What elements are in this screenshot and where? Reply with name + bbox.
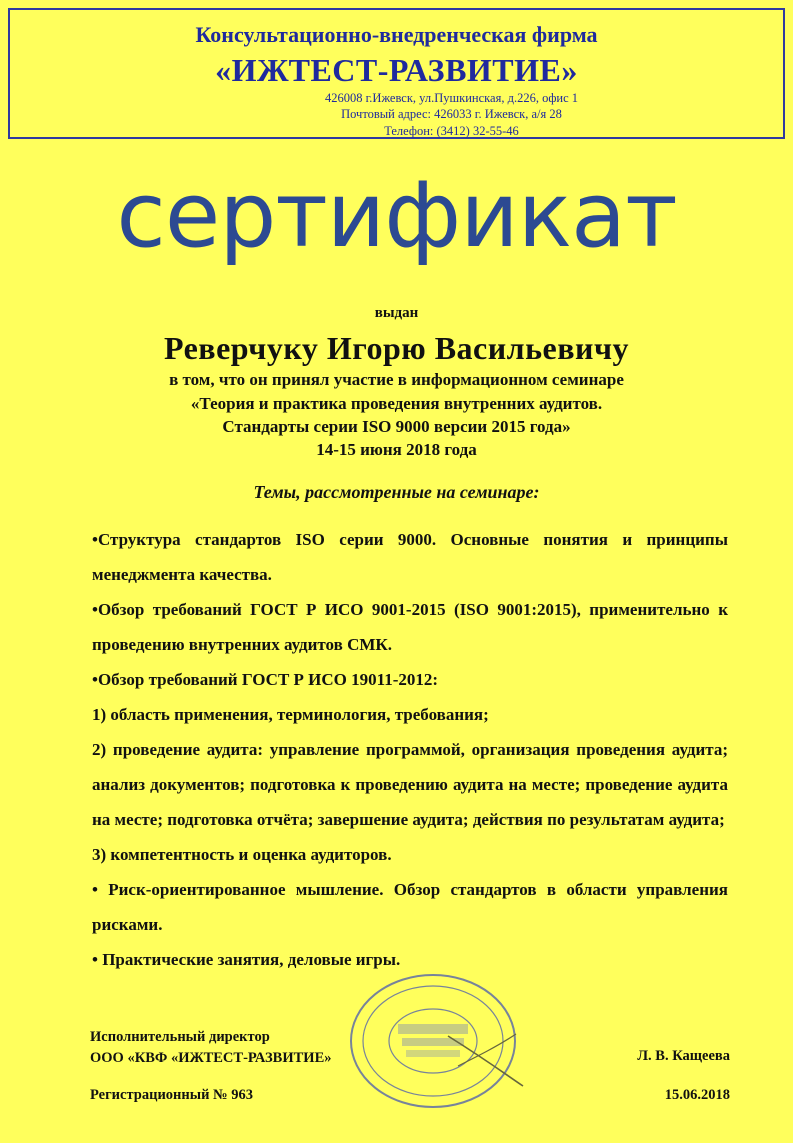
organization-name: ООО «КВФ «ИЖТЕСТ-РАЗВИТИЕ» xyxy=(90,1050,332,1066)
seminar-dates: 14-15 июня 2018 года xyxy=(316,440,477,459)
topic-item: •Обзор требований ГОСТ Р ИСО 9001-2015 (ISO 9001:2015), применительно к проведению внутренних аудитов СМК. xyxy=(92,600,728,654)
firm-address: 426008 г.Ижевск, ул.Пушкинская, д.226, офис 1 xyxy=(324,91,579,105)
topics-heading: Темы, рассмотренные на семинаре: xyxy=(253,482,540,502)
topic-item: 1) область применения, терминология, требования; xyxy=(92,705,489,724)
company-seal-stamp xyxy=(338,966,528,1116)
participation-text: в том, что он принял участие в информационном семинаре xyxy=(169,370,624,389)
signer-name: Л. В. Кащеева xyxy=(637,1048,730,1064)
letterhead-box xyxy=(8,8,785,139)
topic-item: •Обзор требований ГОСТ Р ИСО 19011-2012: xyxy=(92,670,439,689)
registration-number: Регистрационный № 963 xyxy=(90,1087,254,1103)
topics-list xyxy=(92,522,728,977)
topic-item: 3) компетентность и оценка аудиторов. xyxy=(92,845,392,864)
topic-item: • Риск-ориентированное мышление. Обзор стандартов в области управления рисками. xyxy=(92,880,728,934)
seminar-title-line2: Стандарты серии ISO 9000 версии 2015 года» xyxy=(222,417,571,436)
seminar-title-line1: «Теория и практика проведения внутренних аудитов. xyxy=(190,394,603,413)
certificate-title: сертификат xyxy=(116,163,677,268)
director-position: Исполнительный директор xyxy=(90,1029,270,1045)
firm-type: Консультационно-внедренческая фирма xyxy=(195,22,598,47)
firm-name: «ИЖТЕСТ-РАЗВИТИЕ» xyxy=(215,52,578,88)
topic-item: 2) проведение аудита: управление программой, организация проведения аудита; анализ документов; подготовка к проведению аудита на месте; проведение аудита на месте; подготовка отчёта; завершение аудита; действия по результатам аудита; xyxy=(92,740,728,829)
firm-phone: Телефон: (3412) 32-55-46 xyxy=(384,124,519,138)
issued-label: выдан xyxy=(374,305,419,321)
recipient-name: Реверчуку Игорю Васильевичу xyxy=(163,330,630,366)
firm-postal-address: Почтовый адрес: 426033 г. Ижевск, а/я 28 xyxy=(341,107,562,121)
topic-item: •Структура стандартов ISO серии 9000. Основные понятия и принципы менеджмента качества. xyxy=(92,530,728,584)
topic-item: • Практические занятия, деловые игры. xyxy=(92,950,401,969)
issue-date: 15.06.2018 xyxy=(664,1087,730,1103)
